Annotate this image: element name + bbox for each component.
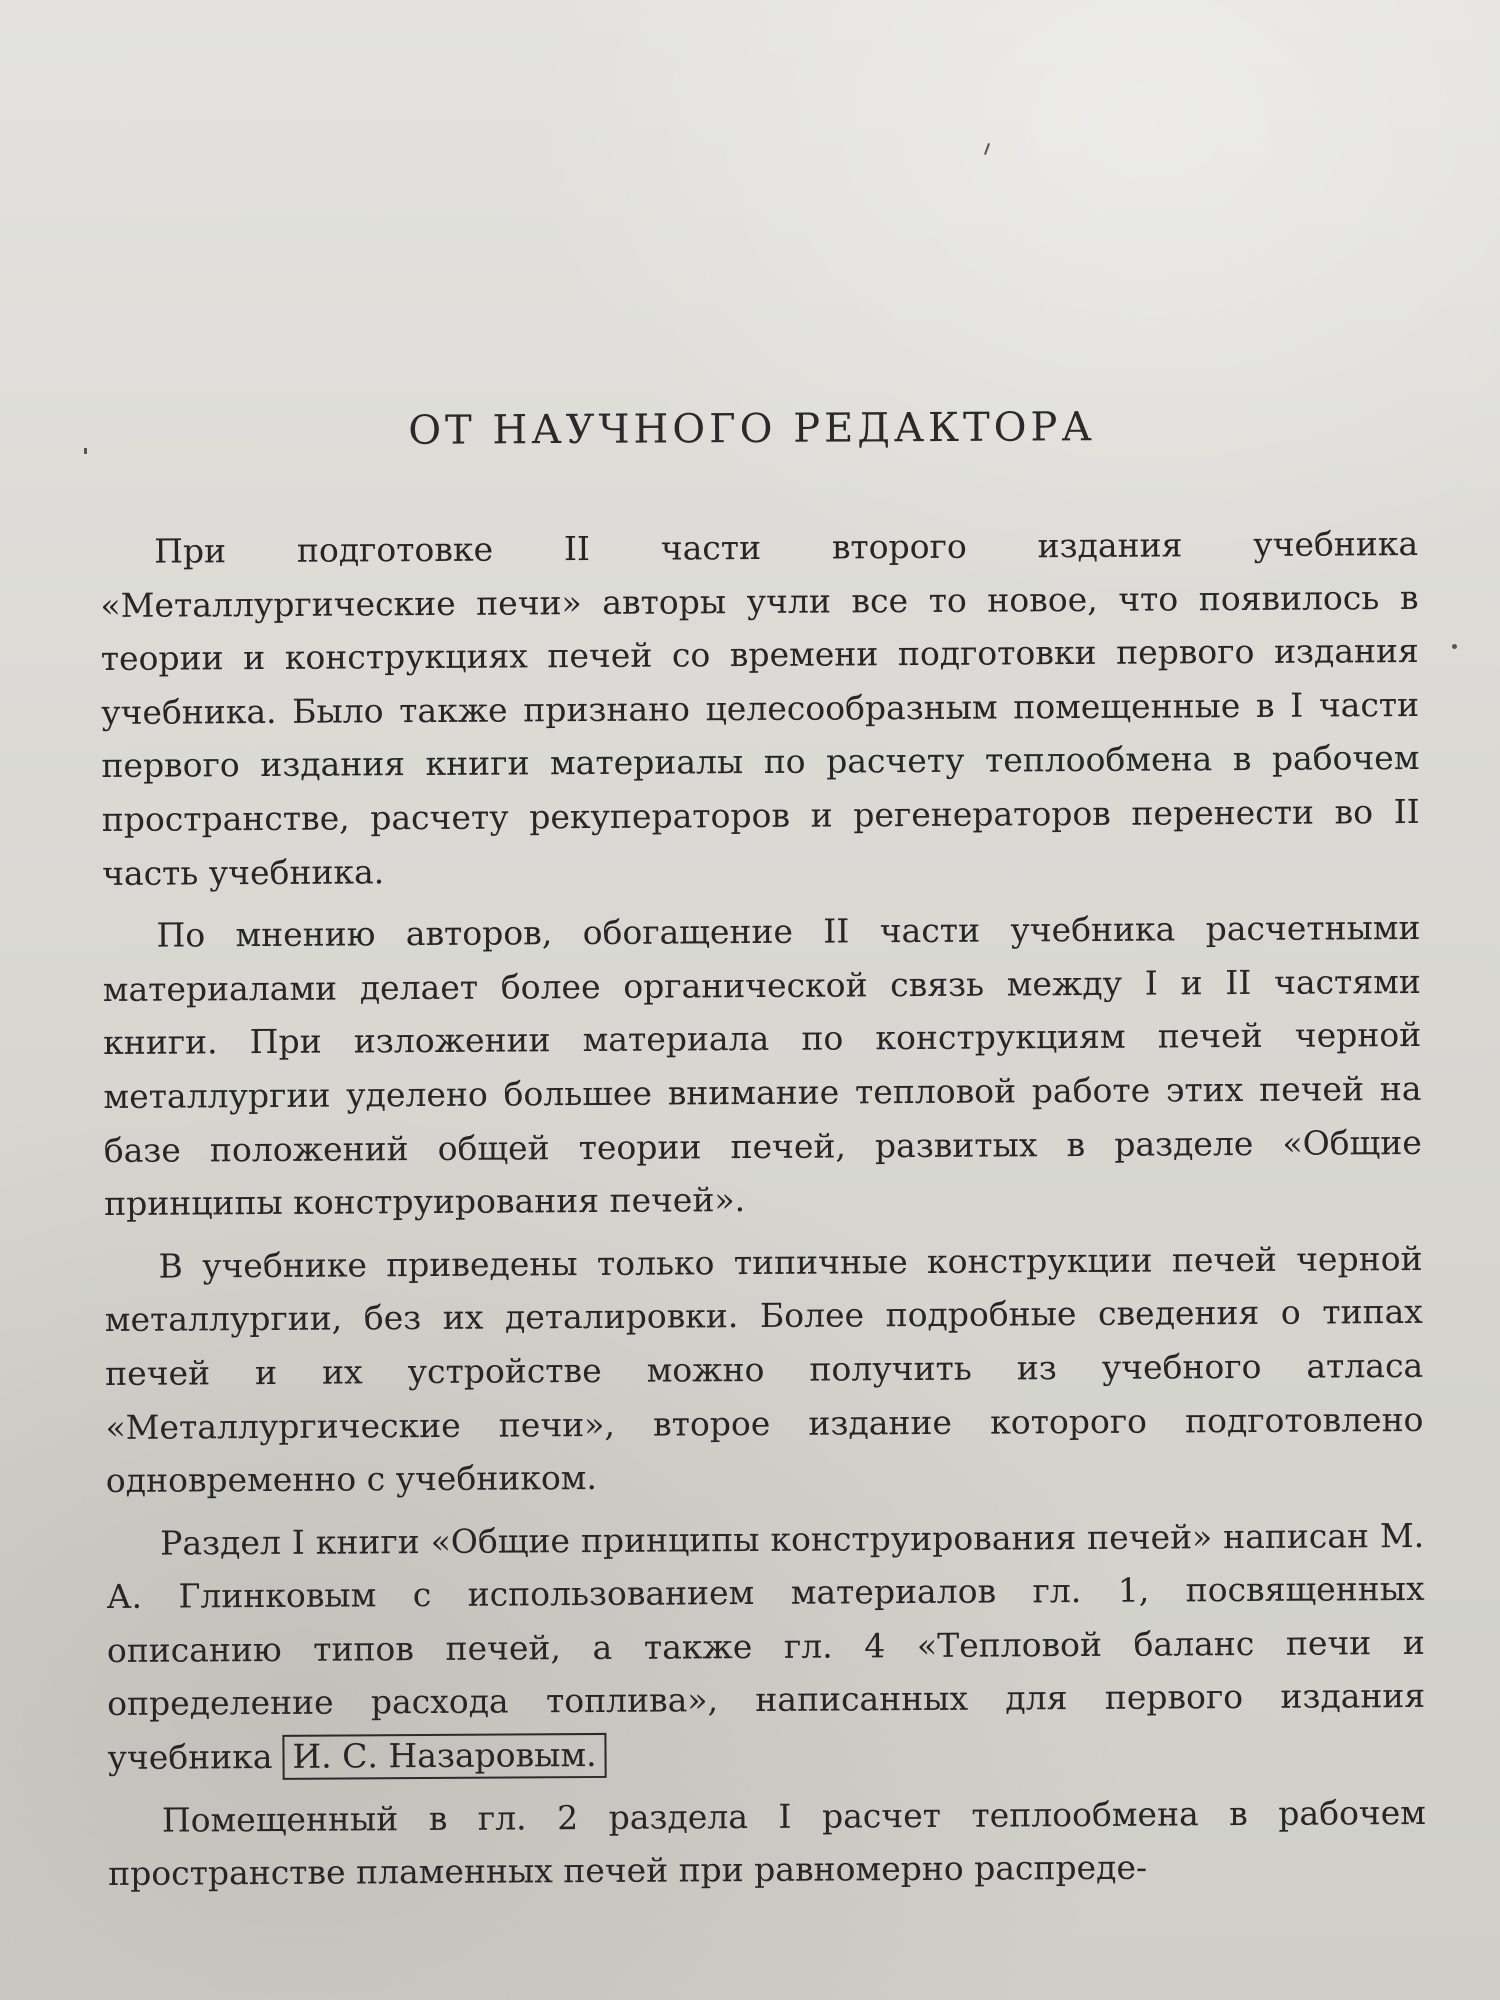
- boxed-author-name: И. С. Назаровым.: [282, 1733, 606, 1780]
- paragraph-4-text: Раздел I книги «Общие принципы конструирования печей» написан М. А. Глинковым с использованием материалов гл. 1, посвященных описанию типов печей, а также гл. 4 «Тепловой баланс печи и определение расхода топлива», написанных для первого издания учебника: [106, 1515, 1426, 1778]
- paragraph-5: Помещенный в гл. 2 раздела I расчет теплообмена в рабочем пространстве пламенных печей при равномерно распреде-: [108, 1792, 1427, 1894]
- speck-mark: [984, 143, 990, 155]
- paragraph-4: [106, 1509, 1426, 1785]
- paragraph-1: При подготовке II части второго издания учебника «Металлургические печи» авторы учли все то новое, что появилось в теории и конструкциях печей со времени подготовки первого издания учебника. Было также признано целесообразным помещенные в I части первого издания книги материалы по расчету теплообмена в рабочем пространстве, расчету рекуператоров и регенераторов перенести во II часть учебника.: [100, 523, 1420, 893]
- body-text: [100, 517, 1426, 1910]
- paragraph-2: По мнению авторов, обогащение II части учебника расчетными материалами делает более органической связь между I и II частями книги. При изложении материала по конструкциям печей черной металлургии уделено большее внимание тепловой работе этих печей на базе положений общей теории печей, развитых в разделе «Общие принципы конструирования печей».: [102, 908, 1422, 1224]
- speck-mark: [1452, 644, 1457, 649]
- paragraph-3: В учебнике приведены только типичные конструкции печей черной металлургии, без их деталировки. Более подробные сведения о типах печей и их устройстве можно получить из учебного атласа «Металлургические печи», второе издание которого подготовлено одновременно с учебником.: [104, 1238, 1424, 1501]
- page-title: ОТ НАУЧНОГО РЕДАКТОРА: [408, 404, 1096, 454]
